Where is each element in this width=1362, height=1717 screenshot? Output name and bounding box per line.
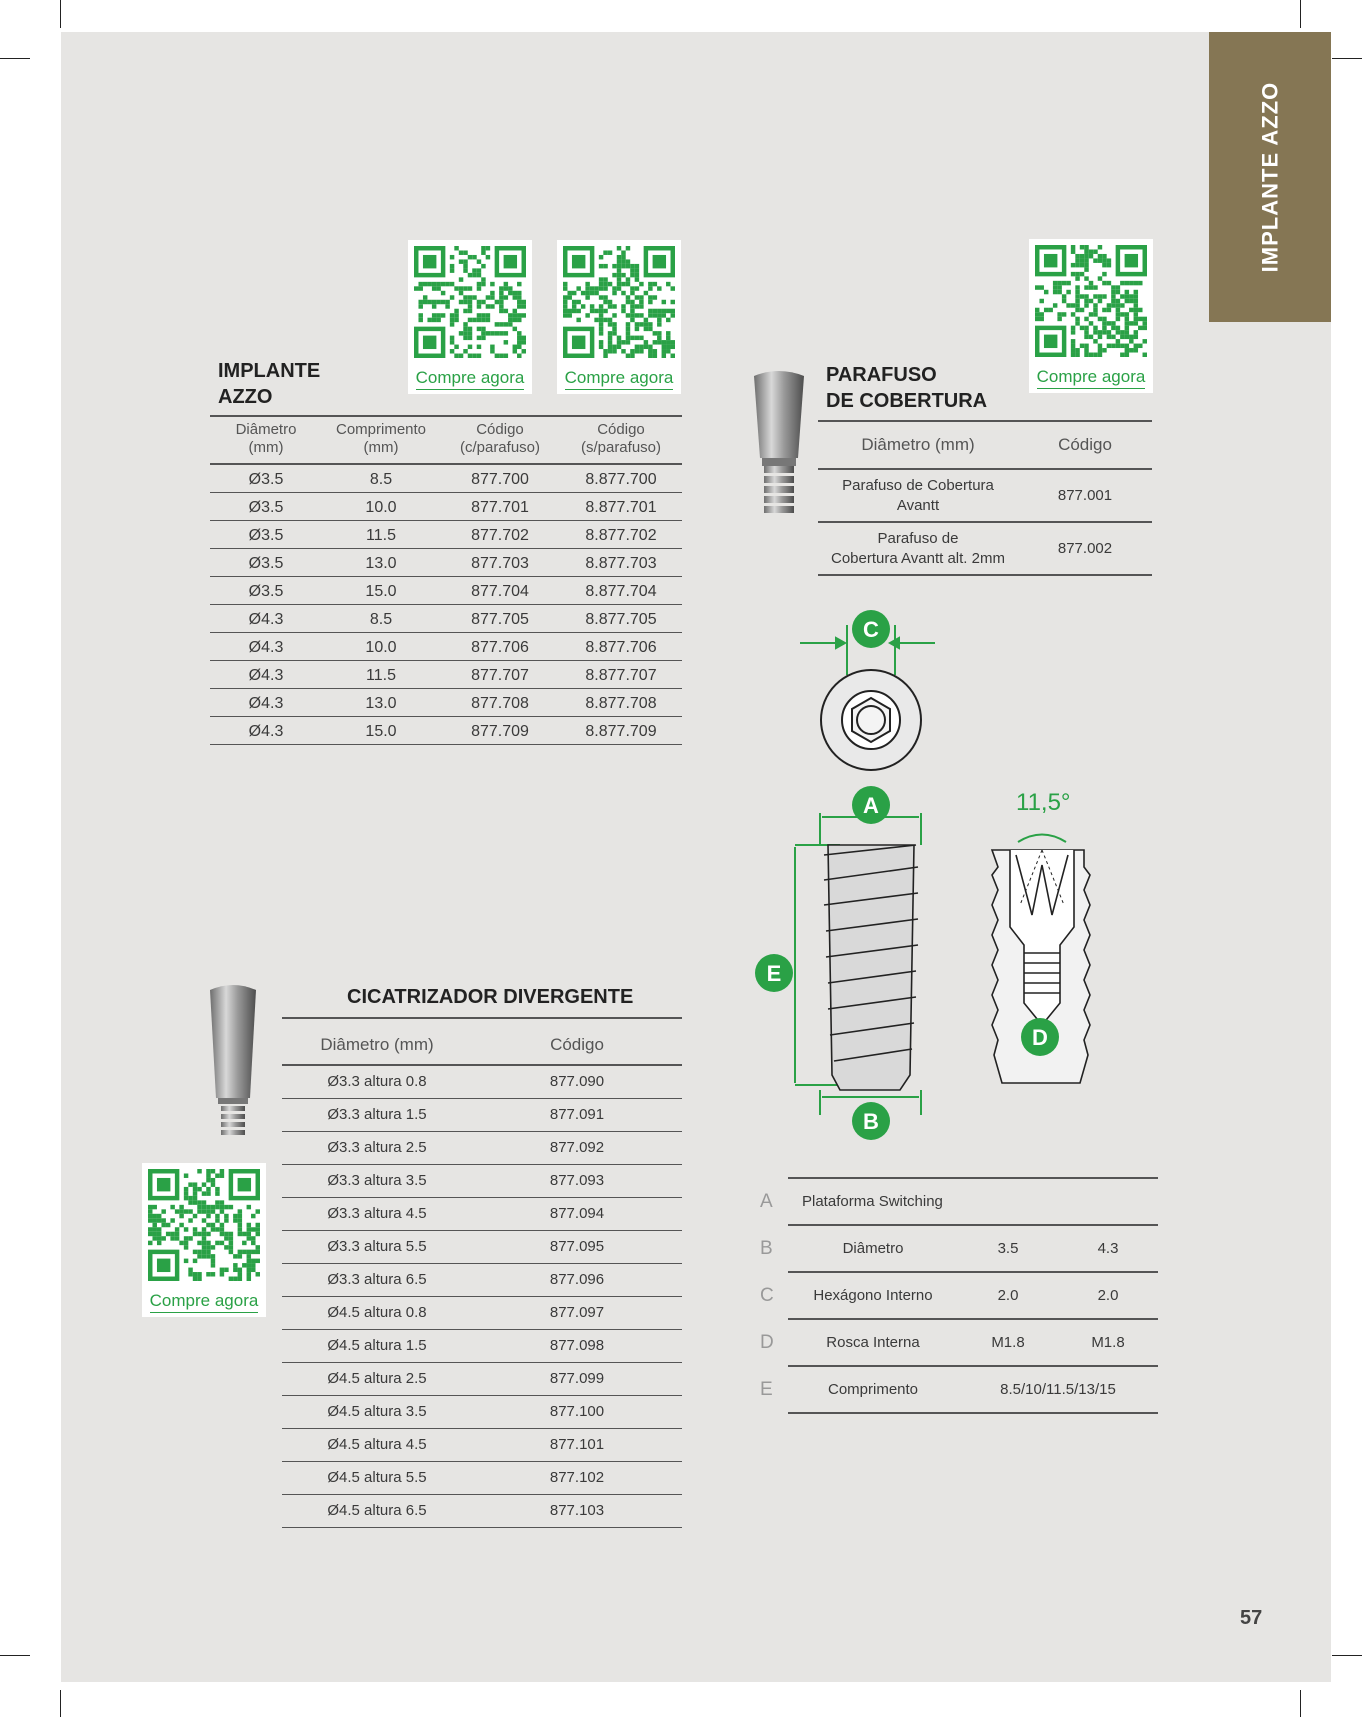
svg-text:A: A — [863, 793, 879, 818]
table-cell: 877.095 — [549, 1238, 605, 1255]
healing-abutment-image — [202, 980, 264, 1140]
table-header-row — [818, 421, 1152, 469]
table-row — [210, 548, 682, 576]
table-cell: 877.707 — [471, 667, 529, 684]
table-cell: 877.701 — [471, 499, 529, 516]
table-row — [282, 1164, 682, 1197]
table-cell: 877.704 — [471, 583, 529, 600]
qr-code-icon — [563, 246, 675, 358]
table-cell: 877.090 — [549, 1073, 605, 1091]
table-cell: Ø4.5 altura 2.5 — [327, 1370, 427, 1387]
table-cell: 8.877.705 — [585, 611, 657, 628]
table-row — [818, 522, 1152, 575]
spec-letter: C — [760, 1284, 774, 1306]
table-cell: 8.5 — [369, 611, 393, 628]
label-a — [852, 786, 890, 824]
table-cell: 877.096 — [549, 1271, 605, 1288]
table-row — [282, 1230, 682, 1263]
col-header: Diâmetro (mm) — [235, 421, 297, 456]
table-row — [282, 1197, 682, 1230]
table-cell: 8.877.702 — [585, 527, 657, 544]
table-row — [210, 688, 682, 716]
table-cell: 877.098 — [549, 1337, 605, 1354]
table-cell: 15.0 — [365, 583, 397, 600]
table-cell: 8.5 — [369, 471, 393, 489]
spec-value: M1.8 — [958, 1319, 1058, 1366]
table-cell: 13.0 — [365, 695, 397, 712]
spec-label: Rosca Interna — [788, 1319, 958, 1366]
qr-underline — [1037, 388, 1145, 389]
table-cell: 877.093 — [549, 1172, 605, 1189]
table-cell: Ø3.3 altura 0.8 — [327, 1073, 427, 1091]
buy-now-link[interactable]: Compre agora — [415, 368, 525, 387]
table-cell: Ø4.3 — [248, 611, 284, 628]
table-row — [210, 576, 682, 604]
crop-mark — [60, 1690, 61, 1717]
spec-value: 2.0 — [1058, 1272, 1158, 1319]
col-header: Código (c/parafuso) — [459, 421, 541, 456]
implant-side-view — [824, 845, 918, 1090]
qr-code-icon — [414, 246, 526, 358]
table-cell: 877.102 — [549, 1469, 605, 1486]
table-cell: 8.877.703 — [585, 555, 657, 572]
spec-row — [758, 1225, 1158, 1272]
table-row — [282, 1263, 682, 1296]
table-row — [210, 492, 682, 520]
implante-azzo-title: IMPLANTE AZZO — [218, 360, 321, 408]
crop-mark — [1332, 1655, 1362, 1656]
qr-code-parafuso[interactable] — [1029, 239, 1153, 393]
qr-code-icon — [148, 1169, 260, 1281]
table-cell: Ø3.3 altura 5.5 — [327, 1238, 427, 1255]
table-row — [282, 1065, 682, 1098]
crop-mark — [1300, 1690, 1301, 1717]
table-cell: Ø4.5 altura 4.5 — [327, 1436, 427, 1453]
table-cell: Ø3.3 altura 3.5 — [327, 1172, 427, 1189]
table-cell: 15.0 — [365, 723, 397, 740]
qr-underline — [416, 389, 524, 390]
table-cell: 10.0 — [365, 639, 397, 656]
col-header: Comprimento (mm) — [335, 421, 427, 456]
cover-screw-image — [748, 368, 810, 524]
table-row — [210, 604, 682, 632]
table-cell: Ø3.3 altura 2.5 — [327, 1139, 427, 1156]
table-cell: 11.5 — [366, 667, 396, 684]
table-cell: Ø4.5 altura 0.8 — [327, 1304, 427, 1321]
spec-value: 2.0 — [958, 1272, 1058, 1319]
table-row — [210, 632, 682, 660]
table-cell: 877.702 — [471, 527, 529, 544]
buy-now-link[interactable]: Compre agora — [564, 368, 674, 387]
product-name: Parafuso de Cobertura Avantt alt. 2mm — [831, 529, 1005, 567]
table-cell: Ø3.5 — [248, 583, 284, 600]
table-cell: Ø3.3 altura 4.5 — [327, 1205, 427, 1222]
crop-mark — [1332, 58, 1362, 59]
label-c — [852, 610, 890, 648]
spec-label: Plataforma Switching — [788, 1178, 1158, 1225]
table-cell: 877.709 — [471, 723, 529, 740]
table-row — [282, 1098, 682, 1131]
side-tab-title: IMPLANTE AZZO — [1257, 81, 1282, 273]
col-header: Código — [1058, 435, 1112, 454]
table-cell: 8.877.706 — [585, 639, 657, 656]
qr-code-implante-c-parafuso[interactable] — [408, 240, 532, 394]
table-cell: 877.100 — [549, 1403, 605, 1420]
implante-azzo-table — [210, 415, 682, 745]
product-code: 877.001 — [1057, 486, 1113, 504]
spec-letter: A — [760, 1190, 773, 1212]
table-row — [818, 469, 1152, 522]
buy-now-link[interactable]: Compre agora — [149, 1291, 259, 1310]
table-cell: 8.877.700 — [585, 471, 657, 489]
table-cell: 877.700 — [471, 471, 529, 489]
table-cell: Ø4.3 — [248, 639, 284, 656]
table-row — [282, 1362, 682, 1395]
angle-label: 11,5° — [1016, 789, 1071, 816]
col-header: Código (s/parafuso) — [580, 421, 662, 456]
spec-letter: E — [760, 1378, 773, 1400]
table-cell: 877.703 — [471, 555, 529, 572]
table-row — [282, 1494, 682, 1527]
table-row — [282, 1428, 682, 1461]
table-cell: 877.094 — [549, 1205, 605, 1222]
table-cell: Ø4.3 — [248, 695, 284, 712]
table-row — [282, 1296, 682, 1329]
table-cell: 877.097 — [549, 1304, 605, 1321]
table-cell: Ø3.5 — [248, 499, 284, 516]
qr-code-icon — [1035, 245, 1147, 357]
table-row — [282, 1329, 682, 1362]
label-d — [1021, 1018, 1059, 1056]
qr-underline — [150, 1312, 258, 1313]
spec-value: 3.5 — [958, 1225, 1058, 1272]
buy-now-link[interactable]: Compre agora — [1036, 367, 1146, 386]
page-number: 57 — [1240, 1607, 1263, 1629]
spec-row — [758, 1319, 1158, 1366]
table-cell: 10.0 — [365, 499, 397, 516]
implant-technical-drawing — [740, 605, 1100, 1145]
spec-label: Diâmetro — [788, 1225, 958, 1272]
parafuso-table — [818, 420, 1152, 576]
specs-table — [758, 1177, 1158, 1414]
table-cell: Ø4.5 altura 3.5 — [327, 1403, 427, 1420]
spec-label: Comprimento — [788, 1366, 958, 1413]
spec-letter: D — [760, 1331, 774, 1353]
table-cell: 8.877.707 — [585, 667, 657, 684]
table-row — [210, 464, 682, 492]
table-cell: Ø4.5 altura 1.5 — [327, 1337, 427, 1354]
crop-mark — [60, 0, 61, 28]
table-row — [210, 716, 682, 744]
table-row — [210, 660, 682, 688]
table-cell: 8.877.701 — [585, 499, 657, 516]
product-name: Parafuso de Cobertura Avantt — [842, 476, 994, 514]
table-row — [282, 1395, 682, 1428]
table-cell: 877.705 — [471, 611, 529, 628]
col-header: Diâmetro (mm) — [861, 435, 975, 454]
table-cell: Ø4.3 — [248, 667, 284, 684]
table-cell: 8.877.708 — [585, 695, 657, 712]
table-cell: 877.101 — [549, 1436, 605, 1453]
svg-text:B: B — [863, 1109, 879, 1134]
table-cell: 877.708 — [471, 695, 529, 712]
table-cell: Ø4.5 altura 6.5 — [327, 1502, 427, 1519]
spec-label: Hexágono Interno — [788, 1272, 958, 1319]
implant-top-view — [821, 670, 921, 770]
table-cell: 877.091 — [549, 1106, 605, 1123]
table-cell: Ø4.3 — [248, 723, 284, 740]
product-code: 877.002 — [1057, 539, 1113, 557]
table-cell: Ø3.5 — [248, 555, 284, 572]
label-b — [852, 1102, 890, 1140]
table-cell: 877.092 — [549, 1139, 605, 1156]
svg-text:D: D — [1032, 1025, 1048, 1050]
spec-row — [758, 1272, 1158, 1319]
table-cell: Ø3.3 altura 6.5 — [327, 1271, 427, 1288]
spec-value: M1.8 — [1058, 1319, 1158, 1366]
table-cell: 8.877.704 — [585, 583, 657, 600]
crop-mark — [0, 58, 30, 59]
label-e — [755, 954, 793, 992]
qr-code-cicatrizador[interactable] — [142, 1163, 266, 1317]
qr-code-implante-s-parafuso[interactable] — [557, 240, 681, 394]
table-cell: Ø3.3 altura 1.5 — [327, 1106, 427, 1123]
crop-mark — [1300, 0, 1301, 28]
parafuso-title: PARAFUSO DE COBERTURA — [826, 364, 988, 412]
spec-row — [758, 1178, 1158, 1225]
cicatrizador-title: CICATRIZADOR DIVERGENTE — [347, 986, 634, 1008]
spec-value: 8.5/10/11.5/13/15 — [958, 1366, 1158, 1413]
table-row — [210, 520, 682, 548]
table-row — [282, 1131, 682, 1164]
qr-underline — [565, 389, 673, 390]
svg-text:C: C — [863, 617, 879, 642]
table-cell: 877.099 — [549, 1370, 605, 1387]
col-header: Diâmetro (mm) — [320, 1034, 434, 1054]
table-cell: Ø4.5 altura 5.5 — [327, 1469, 427, 1486]
table-cell: 11.5 — [366, 527, 396, 544]
spec-row — [758, 1366, 1158, 1413]
table-cell: 8.877.709 — [585, 723, 657, 740]
crop-mark — [0, 1655, 30, 1656]
table-cell: Ø3.5 — [248, 471, 284, 489]
col-header: Código — [550, 1034, 604, 1054]
table-cell: Ø3.5 — [248, 527, 284, 544]
table-row — [282, 1461, 682, 1494]
spec-value: 4.3 — [1058, 1225, 1158, 1272]
table-cell: 877.706 — [471, 639, 529, 656]
table-cell: 877.103 — [549, 1502, 605, 1519]
table-header-row — [210, 416, 682, 464]
table-cell: 13.0 — [365, 555, 397, 572]
cicatrizador-table — [282, 1017, 682, 1528]
spec-letter: B — [760, 1237, 773, 1259]
table-header-row — [282, 1018, 682, 1065]
svg-text:E: E — [766, 961, 782, 986]
